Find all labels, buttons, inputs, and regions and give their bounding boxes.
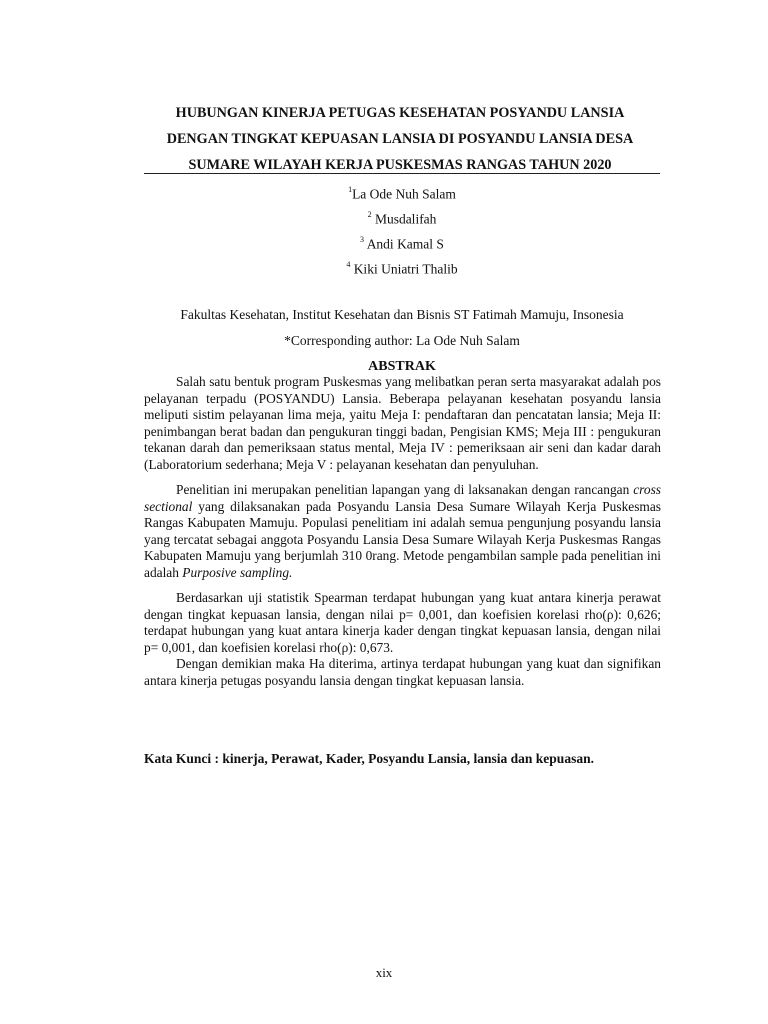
abstract-paragraph bbox=[144, 482, 661, 581]
paper-title bbox=[140, 100, 660, 178]
title-divider bbox=[144, 173, 660, 174]
author-name: Andi Kamal S bbox=[366, 236, 444, 252]
abstract-paragraph: Dengan demikian maka Ha diterima, artinya terdapat hubungan yang kuat dan signifikan antara kinerja petugas posyandu lansia dengan tingkat kepuasan lansia. bbox=[144, 656, 661, 688]
author-item bbox=[144, 228, 660, 253]
paragraph-text: Penelitian ini merupakan penelitian lapangan yang di laksanakan dengan rancangan bbox=[176, 482, 634, 497]
abstract-heading: ABSTRAK bbox=[368, 359, 436, 374]
keywords: Kata Kunci : kinerja, Perawat, Kader, Posyandu Lansia, lansia dan kepuasan. bbox=[144, 751, 594, 766]
author-list bbox=[144, 178, 660, 278]
affiliation: Fakultas Kesehatan, Institut Kesehatan dan Bisnis ST Fatimah Mamuju, Insonesia bbox=[180, 307, 624, 322]
abstract-body bbox=[144, 374, 661, 698]
author-item bbox=[144, 203, 660, 228]
paragraph-text: yang dilaksanakan pada Posyandu Lansia Desa Sumare Wilayah Kerja Puskesmas Rangas Kabupaten Mamuju. Populasi penelitiam ini adalah semua pengunjung posyandu lansia yang tercatat sebagai anggota Posyandu Lansia Desa Sumare Wilayah Kerja Puskesmas Rangas Kabupaten Mamuju yang berjumlah 310 0rang. Metode pengambilan sample pada penelitian ini adalah bbox=[144, 498, 661, 580]
author-item bbox=[144, 253, 660, 278]
corresponding-author: *Corresponding author: La Ode Nuh Salam bbox=[284, 333, 520, 348]
author-name: Musdalifah bbox=[374, 211, 437, 227]
title-line: DENGAN TINGKAT KEPUASAN LANSIA DI POSYANDU LANSIA DESA bbox=[166, 131, 634, 147]
author-number: 4 bbox=[346, 260, 351, 269]
author-number: 2 bbox=[367, 210, 372, 219]
title-line: SUMARE WILAYAH KERJA PUSKESMAS RANGAS TAHUN 2020 bbox=[188, 157, 612, 173]
author-number: 1 bbox=[348, 185, 353, 194]
abstract-paragraph: Salah satu bentuk program Puskesmas yang melibatkan peran serta masyarakat adalah pos pelayanan terpadu (POSYANDU) Lansia. Beberapa pelayanan kesehatan posyandu lansia meliputi sistim pelayanan lima meja, yaitu Meja I: pendaftaran dan pencatatan lansia; Meja II: penimbangan berat badan dan pengukuran tinggi badan, Pengisian KMS; Meja III : pengukuran tekanan darah dan pemeriksaan status mental, Meja IV : pemeriksaan air seni dan kadar darah (Laboratorium sederhana; Meja V : pelayanan kesehatan dan penyuluhan. bbox=[144, 374, 661, 472]
author-item bbox=[144, 178, 660, 203]
emphasis-text: cross sectional bbox=[144, 482, 661, 514]
abstract-paragraph: Berdasarkan uji statistik Spearman terdapat hubungan yang kuat antara kinerja perawat dengan tingkat kepuasan lansia, dengan nilai p= 0,001, dan koefisien korelasi rho(ρ): 0,626; terdapat hubungan yang kuat antara kinerja kader dengan tingkat kepuasan lansia, dengan nilai p= 0,001, dan koefisien korelasi rho(ρ): 0,673. bbox=[144, 590, 661, 655]
author-name: La Ode Nuh Salam bbox=[352, 186, 456, 202]
author-number: 3 bbox=[360, 235, 365, 244]
emphasis-text: Purposive sampling. bbox=[182, 564, 293, 580]
page-number: xix bbox=[375, 965, 393, 980]
author-name: Kiki Uniatri Thalib bbox=[353, 261, 458, 277]
title-line: HUBUNGAN KINERJA PETUGAS KESEHATAN POSYANDU LANSIA bbox=[175, 105, 625, 121]
